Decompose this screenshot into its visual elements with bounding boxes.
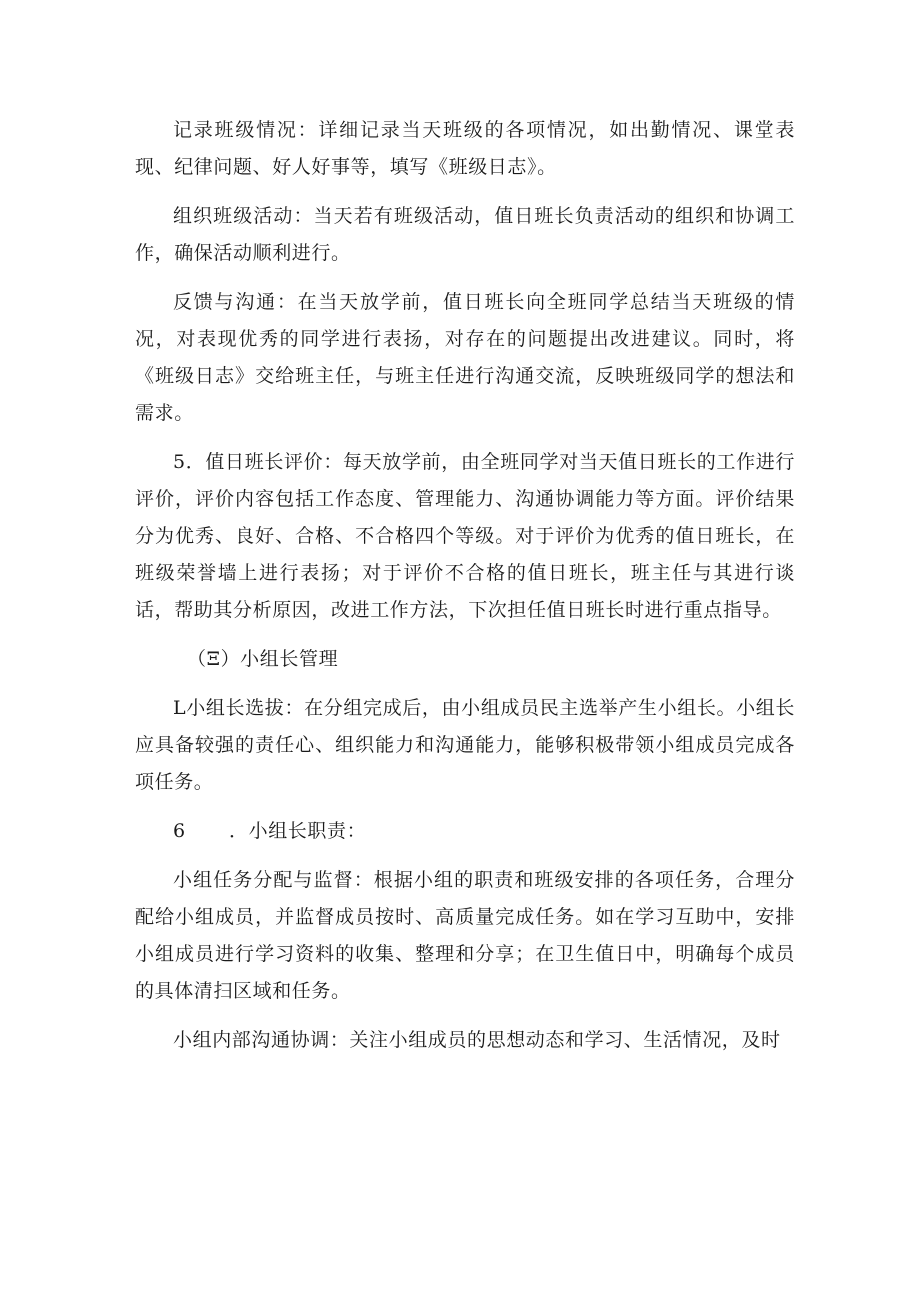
paragraph-monitor-evaluation: 5．值日班长评价：每天放学前，由全班同学对当天值日班长的工作进行评价，评价内容包括工作态度、管理能力、沟通协调能力等方面。评价结果分为优秀、良好、合格、不合格四个等级。对于评价为优秀的值日班长，在班级荣誉墙上进行表扬；对于评价不合格的值日班长，班主任与其进行谈话，帮助其分析原因，改进工作方法，下次担任值日班长时进行重点指导。: [135, 451, 795, 621]
paragraph-organize-activities: 组织班级活动：当天若有班级活动，值日班长负责活动的组织和协调工作，确保活动顺利进行。: [135, 205, 795, 264]
item-number: 6: [173, 820, 186, 842]
paragraph-feedback-communication: 反馈与沟通：在当天放学前，值日班长向全班同学总结当天班级的情况，对表现优秀的同学进行表扬，对存在的问题提出改进建议。同时，将《班级日志》交给班主任，与班主任进行沟通交流，反映班级同学的想法和需求。: [135, 291, 795, 424]
paragraph-leader-selection: L小组长选拔：在分组完成后，由小组成员民主选举产生小组长。小组长应具备较强的责任心、组织能力和沟通能力，能够积极带领小组成员完成各项任务。: [135, 697, 795, 793]
document-body: [135, 112, 795, 1071]
numbered-item-leader-duties: [135, 813, 795, 850]
paragraph-record-class: 记录班级情况：详细记录当天班级的各项情况，如出勤情况、课堂表现、纪律问题、好人好事等，填写《班级日志》。: [135, 119, 795, 178]
item-text: ．小组长职责：: [229, 820, 367, 842]
section-heading-group-leader: （Ξ）小组长管理: [187, 648, 339, 670]
paragraph-internal-communication: 小组内部沟通协调：关注小组成员的思想动态和学习、生活情况，及时: [173, 1029, 781, 1051]
paragraph-task-assignment: 小组任务分配与监督：根据小组的职责和班级安排的各项任务，合理分配给小组成员，并监督成员按时、高质量完成任务。如在学习互助中，安排小组成员进行学习资料的收集、整理和分享；在卫生值日中，明确每个成员的具体清扫区域和任务。: [135, 869, 795, 1002]
